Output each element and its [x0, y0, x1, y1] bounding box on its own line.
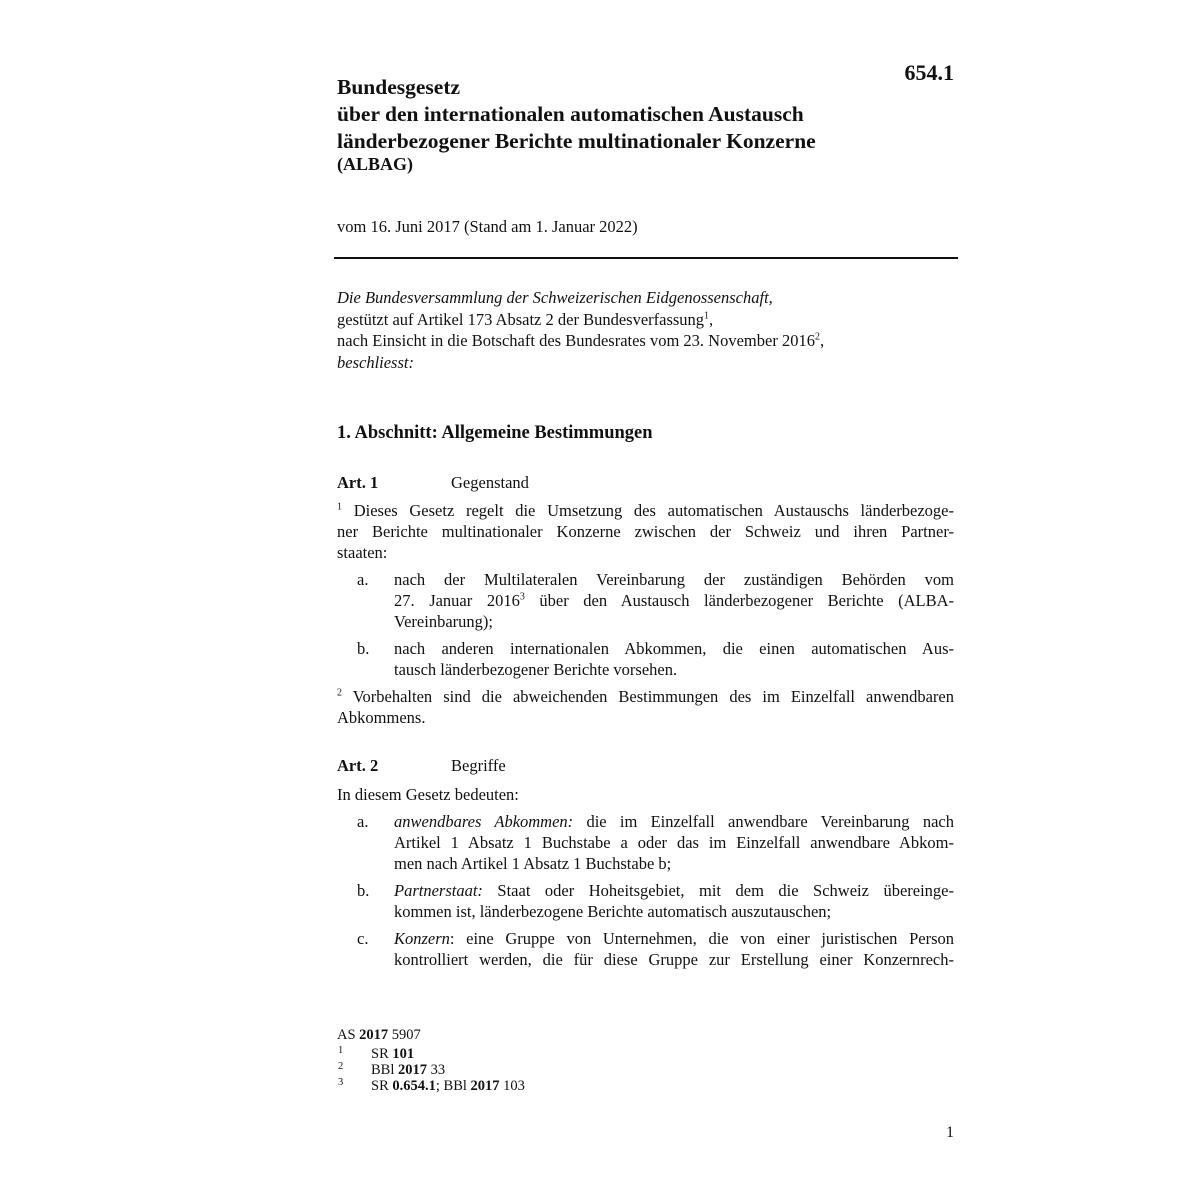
- article-1-paragraph-1: $^1$ Dieses Gesetz regelt die Umsetzung des automatischen Austauschs länderbezoge- ner Berichte multinationaler Konzerne zwischen der Schweiz und ihren Partner- staaten:: [337, 501, 954, 562]
- footnote-ref-3: 3: [519, 591, 525, 603]
- date-line: vom 16. Juni 2017 (Stand am 1. Januar 2022): [337, 217, 638, 236]
- article-1-title: Gegenstand: [451, 473, 529, 492]
- official-compilation-reference: AS 2017 5907: [337, 1027, 421, 1043]
- article-2-number: Art. 2: [337, 756, 379, 775]
- footnote-ref-1: 1: [704, 310, 710, 322]
- title-divider: [334, 257, 958, 259]
- preamble: [337, 287, 957, 373]
- title-line-1: Bundesgesetz: [337, 75, 461, 99]
- preamble-resolves: beschliesst:: [337, 353, 414, 372]
- title-line-3: länderbezogener Berichte multinationaler Konzerne: [337, 129, 816, 153]
- article-1-item-a: a. nach der Multilateralen Vereinbarung der zuständigen Behörden vom 27. Januar 2016$^3$ über den Austausch länderbezogener Berichte (ALBA- Vereinbarung);: [357, 570, 954, 631]
- footnote-ref-2: 2: [814, 331, 820, 343]
- article-1-item-b: b. nach anderen internationalen Abkommen, die einen automatischen Aus- tausch länderbezogener Berichte vorsehen.: [357, 639, 954, 679]
- preamble-assembly: Die Bundesversammlung der Schweizerischen Eidgenossenschaft,: [337, 288, 773, 307]
- preamble-basis: gestützt auf Artikel 173 Absatz 2 der Bundesverfassung$^1$,: [337, 310, 714, 329]
- article-1-number: Art. 1: [337, 473, 379, 492]
- footnote-3: 3 SR 0.654.1; BBl 2017 103: [338, 1077, 525, 1094]
- article-2-item-c: c. Konzern: eine Gruppe von Unternehmen, die von einer juristischen Person kontrolliert werden, die für diese Gruppe zur Erstellung einer Konzernrech-: [357, 929, 954, 969]
- footnote-1: 1 SR 101: [338, 1045, 415, 1062]
- title-line-2: über den internationalen automatischen Austausch: [337, 102, 804, 126]
- article-1-heading: [337, 472, 954, 493]
- law-title: [337, 74, 897, 155]
- footnote-2: 2 BBl 2017 33: [338, 1061, 446, 1078]
- sr-number: 654.1: [904, 60, 954, 85]
- section-heading: 1. Abschnitt: Allgemeine Bestimmungen: [337, 423, 653, 443]
- footnotes: [337, 1027, 525, 1094]
- article-2-item-a: a. anwendbares Abkommen: die im Einzelfall anwendbare Vereinbarung nach Artikel 1 Absatz 1 Buchstabe a oder das im Einzelfall anwendbare Abkom- men nach Artikel 1 Absatz 1 Buchstabe b;: [357, 812, 954, 873]
- article-2-item-b: b. Partnerstaat: Staat oder Hoheitsgebiet, mit dem die Schweiz übereinge- kommen ist, länderbezogene Berichte automatisch auszutauschen;: [357, 881, 954, 921]
- article-1-paragraph-2: $^2$ Vorbehalten sind die abweichenden Bestimmungen des im Einzelfall anwendbaren Abkommens.: [337, 687, 954, 727]
- article-2-heading: [337, 755, 954, 776]
- preamble-message: nach Einsicht in die Botschaft des Bundesrates vom 23. November 2016$^2$,: [337, 331, 825, 350]
- article-2-title: Begriffe: [451, 756, 506, 775]
- page-number: 1: [946, 1124, 954, 1141]
- article-2-intro: In diesem Gesetz bedeuten:: [337, 785, 519, 804]
- law-abbreviation: (ALBAG): [337, 154, 413, 174]
